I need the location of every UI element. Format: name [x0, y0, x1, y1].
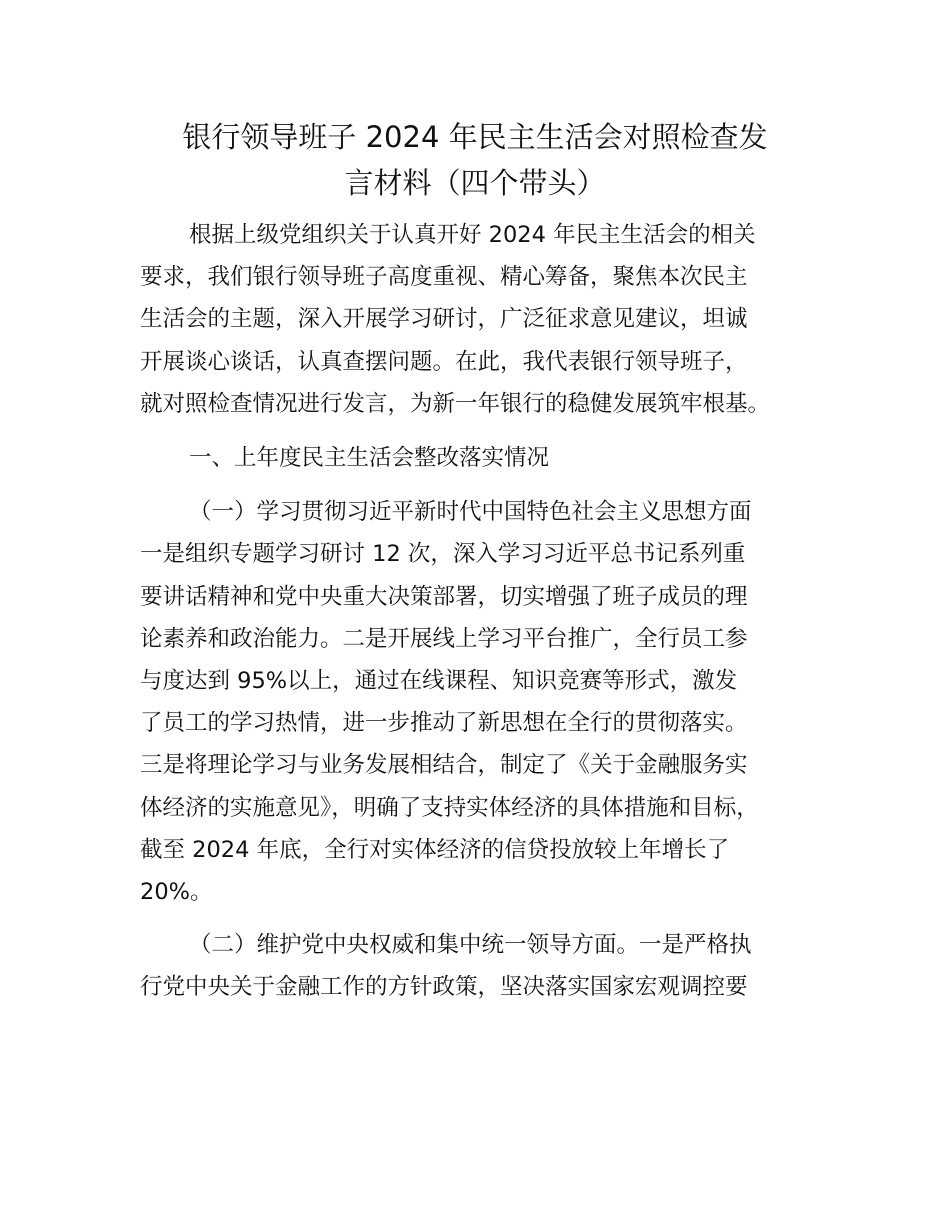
subsection-2-paragraph: [140, 924, 840, 1008]
text-line: 根据上级党组织关于认真开好 2024 年民主生活会的相关: [189, 222, 756, 248]
subsection-1-paragraph: [140, 491, 840, 913]
text-line: 截至 2024 年底，全行对实体经济的信贷投放较上年增长了: [140, 836, 730, 863]
text-line: 论素养和政治能力。二是开展线上学习平台推广，全行员工参: [140, 625, 748, 652]
text-line: 三是将理论学习与业务发展相结合，制定了《关于金融服务实: [140, 752, 748, 779]
text-line: 与度达到 95%以上，通过在线课程、知识竞赛等形式，激发: [140, 668, 738, 695]
title-line: 言材料（四个带头）: [344, 166, 606, 200]
text-line: 体经济的实施意见》，明确了支持实体经济的具体措施和目标，: [140, 794, 759, 821]
text-line: 了员工的学习热情，进一步推动了新思想在全行的贯彻落实。: [140, 710, 748, 737]
text-line: 要求，我们银行领导班子高度重视、精心筹备，聚焦本次民主: [140, 264, 748, 291]
text-line: 行党中央关于金融工作的方针政策，坚决落实国家宏观调控要: [140, 974, 748, 1001]
subsection-heading: （二）维护党中央权威和集中统一领导方面。一是严格执: [189, 932, 752, 959]
subsection-heading: （一）学习贯彻习近平新时代中国特色社会主义思想方面: [189, 499, 752, 526]
text-line: 就对照检查情况进行发言，为新一年银行的稳健发展筑牢根基。: [140, 390, 771, 417]
text-line: 一是组织专题学习研讨 12 次，深入学习习近平总书记系列重: [140, 541, 746, 568]
document-body: [140, 214, 840, 1009]
text-line: 生活会的主题，深入开展学习研讨，广泛征求意见建议，坦诚: [140, 306, 748, 333]
text-line: 20%。: [140, 879, 213, 906]
title-line: 银行领导班子 2024 年民主生活会对照检查发: [182, 120, 768, 154]
section-heading-text: 一、上年度民主生活会整改落实情况: [189, 445, 550, 472]
text-line: 要讲话精神和党中央重大决策部署，切实增强了班子成员的理: [140, 583, 748, 610]
section-heading: [140, 437, 840, 479]
document-title: [140, 114, 810, 206]
intro-paragraph: [140, 214, 840, 425]
text-line: 开展谈心谈话，认真查摆问题。在此，我代表银行领导班子，: [140, 348, 748, 375]
